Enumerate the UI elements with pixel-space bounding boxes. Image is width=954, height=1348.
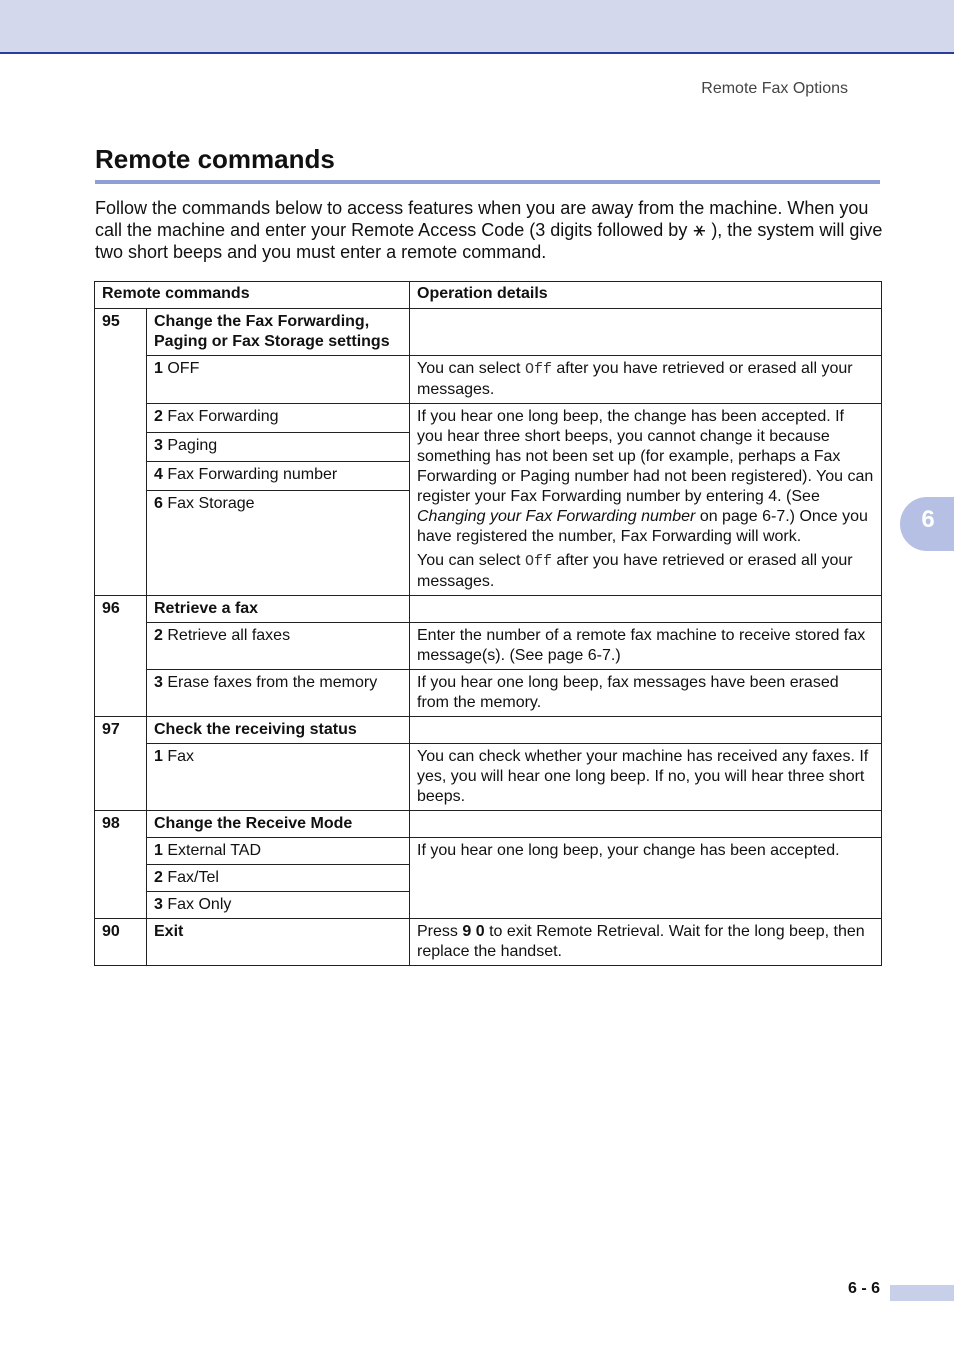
option-cell: 3 Fax Only (147, 892, 410, 919)
command-name: Check the receiving status (147, 717, 410, 744)
table-row (95, 811, 882, 838)
command-name: Retrieve a fax (147, 596, 410, 623)
command-name: Change the Receive Mode (147, 811, 410, 838)
top-band (0, 0, 954, 54)
detail-cell: You can select Off after you have retrieved or erased all your messages. (410, 356, 882, 404)
col-header-commands: Remote commands (95, 282, 410, 309)
option-cell: 2 Fax/Tel (147, 865, 410, 892)
table-row (95, 356, 882, 404)
star-key-icon: ⚹ (693, 219, 706, 241)
option-cell: 3 Erase faxes from the memory (147, 670, 410, 717)
detail-cell: You can check whether your machine has received any faxes. If yes, you will hear one long beep. If no, you will hear three short beeps. (410, 744, 882, 811)
option-cell: 4 Fax Forwarding number (147, 462, 410, 491)
empty-cell (410, 717, 882, 744)
table-row (95, 623, 882, 670)
command-code: 95 (95, 309, 147, 596)
option-cell: 2 Fax Forwarding (147, 404, 410, 433)
empty-cell (410, 309, 882, 356)
detail-cell (410, 404, 882, 596)
chapter-tab-number: 6 (921, 506, 935, 533)
col-header-details: Operation details (410, 282, 882, 309)
command-code: 96 (95, 596, 147, 717)
option-cell: 1 Fax (147, 744, 410, 811)
intro-text-2: ), the system will give two short beeps and you must enter a remote command. (95, 220, 883, 262)
empty-cell (410, 596, 882, 623)
option-cell: 2 Retrieve all faxes (147, 623, 410, 670)
off-detail: You can select Off after you have retrieved or erased all your messages. (417, 552, 853, 590)
table-row (95, 717, 882, 744)
intro-text-1: Follow the commands below to access features when you are away from the machine. When you call the machine and enter your Remote Access Code (3 digits followed by (95, 198, 869, 240)
forwarding-detail: If you hear one long beep, the change has been accepted. If you hear three short beeps, you cannot change it because something has not been set up (for example, perhaps a Fax Forwarding or Paging number had not been registered). You can register your Fax Forwarding number by entering 4. (See Changing your Fax Forwarding number on page 6-7.) Once you have registered the number, Fax Forwarding will work. (417, 408, 874, 545)
command-name: Exit (147, 919, 410, 966)
detail-cell: If you hear one long beep, fax messages have been erased from the memory. (410, 670, 882, 717)
command-code: 97 (95, 717, 147, 811)
title-rule (95, 180, 880, 184)
intro-paragraph (95, 197, 883, 263)
table-row (95, 744, 882, 811)
command-name: Change the Fax Forwarding, Paging or Fax Storage settings (147, 309, 410, 356)
page-number: 6 - 6 (847, 1280, 880, 1297)
detail-cell: Press 9 0 to exit Remote Retrieval. Wait for the long beep, then replace the handset. (410, 919, 882, 966)
option-cell: 3 Paging (147, 433, 410, 462)
option-cell: 6 Fax Storage (147, 491, 410, 596)
cross-reference: Changing your Fax Forwarding number (417, 508, 696, 525)
table-row (95, 596, 882, 623)
table-header-row (95, 282, 882, 309)
running-header: Remote Fax Options (701, 80, 848, 97)
detail-cell: Enter the number of a remote fax machine to receive stored fax message(s). (See page 6-7.) (410, 623, 882, 670)
command-code: 98 (95, 811, 147, 919)
option-cell: 1 External TAD (147, 838, 410, 865)
page-title: Remote commands (95, 144, 335, 174)
table-row (95, 670, 882, 717)
table-row (95, 404, 882, 433)
option-cell: 1 OFF (147, 356, 410, 404)
table-row (95, 309, 882, 356)
table-row (95, 838, 882, 865)
footer-bar (890, 1285, 954, 1301)
detail-cell: If you hear one long beep, your change has been accepted. (410, 838, 882, 919)
command-code: 90 (95, 919, 147, 966)
table-row (95, 919, 882, 966)
empty-cell (410, 811, 882, 838)
remote-commands-table (94, 281, 882, 966)
